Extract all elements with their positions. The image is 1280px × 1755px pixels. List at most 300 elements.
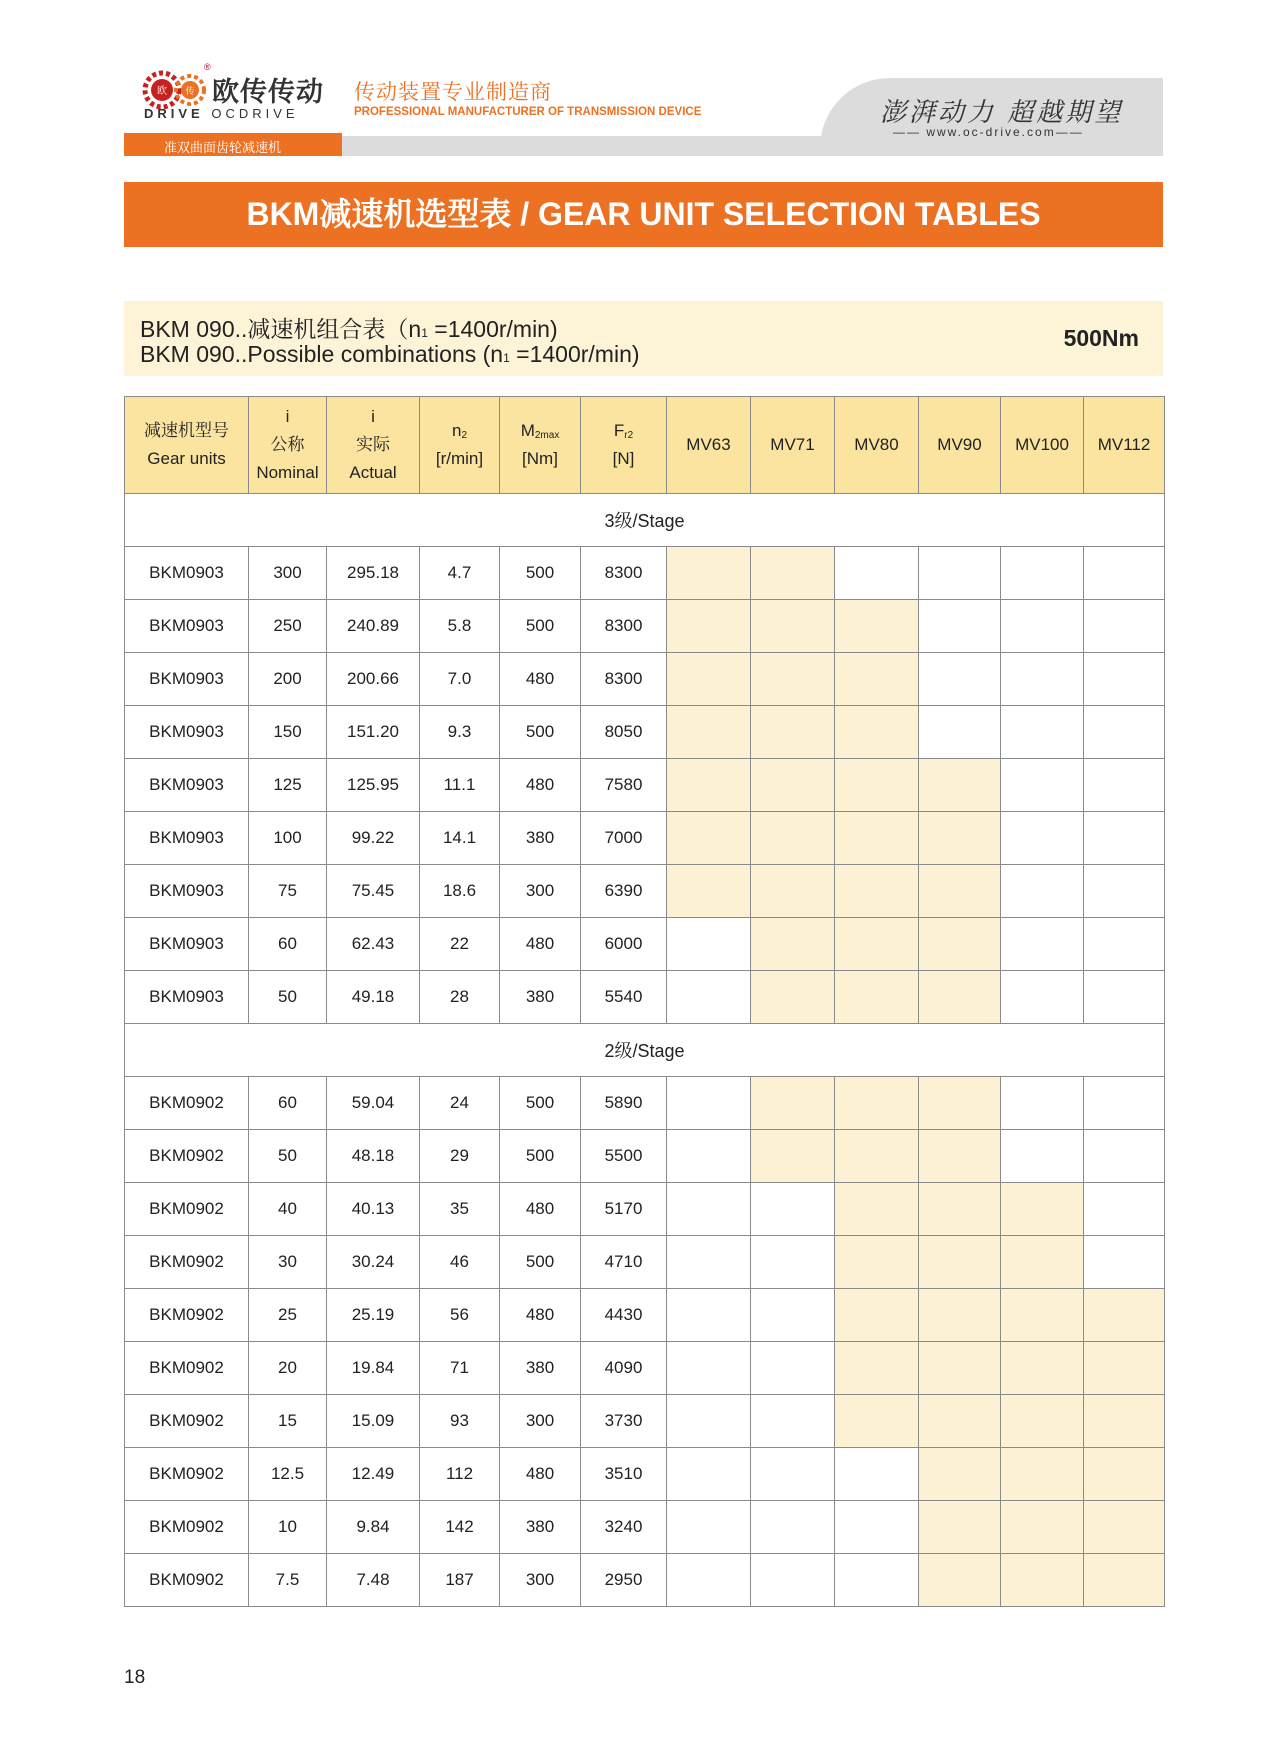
cell-motor-mv71 — [751, 759, 835, 812]
cell-motor-mv80 — [835, 759, 919, 812]
cell-model: BKM0903 — [125, 918, 249, 971]
cell-actual: 30.24 — [327, 1236, 420, 1289]
cell-motor-mv71 — [751, 600, 835, 653]
subtitle-en-sub: 1 — [503, 351, 510, 365]
cell-nominal: 15 — [249, 1395, 327, 1448]
subtitle-en-b: =1400r/min) — [509, 341, 640, 367]
logo-en-bold: DRIVE — [144, 106, 204, 121]
cell-motor-mv90 — [919, 547, 1001, 600]
cell-model: BKM0903 — [125, 600, 249, 653]
logo-en-light: OCDRIVE — [211, 106, 299, 121]
cell-m2: 480 — [500, 653, 581, 706]
cell-model: BKM0903 — [125, 706, 249, 759]
cell-motor-mv100 — [1001, 1130, 1084, 1183]
col-gear-cn: 减速机型号 — [144, 421, 229, 440]
cell-actual: 151.20 — [327, 706, 420, 759]
cell-motor-mv112 — [1084, 1501, 1165, 1554]
cell-motor-mv112 — [1084, 759, 1165, 812]
cell-m2: 500 — [500, 706, 581, 759]
cell-fr2: 4710 — [581, 1236, 667, 1289]
cell-motor-mv63 — [667, 812, 751, 865]
col-mv100: MV100 — [1001, 397, 1084, 494]
cell-motor-mv112 — [1084, 812, 1165, 865]
registered-mark: ® — [204, 62, 211, 72]
cell-motor-mv100 — [1001, 706, 1084, 759]
table-row — [125, 600, 1165, 653]
cell-fr2: 3240 — [581, 1501, 667, 1554]
cell-model: BKM0902 — [125, 1077, 249, 1130]
cell-nominal: 200 — [249, 653, 327, 706]
cell-motor-mv80 — [835, 1395, 919, 1448]
col-nominal-i: i — [285, 407, 290, 426]
cell-n2: 7.0 — [420, 653, 500, 706]
cell-model: BKM0902 — [125, 1183, 249, 1236]
cell-fr2: 7580 — [581, 759, 667, 812]
cell-motor-mv112 — [1084, 1183, 1165, 1236]
cell-motor-mv63 — [667, 1342, 751, 1395]
cell-motor-mv112 — [1084, 971, 1165, 1024]
cell-motor-mv80 — [835, 600, 919, 653]
cell-actual: 25.19 — [327, 1289, 420, 1342]
cell-motor-mv80 — [835, 706, 919, 759]
subtitle-cn-b: =1400r/min) — [427, 316, 558, 342]
col-m-sub: 2max — [534, 430, 560, 441]
cell-actual: 240.89 — [327, 600, 420, 653]
cell-motor-mv100 — [1001, 1236, 1084, 1289]
cell-actual: 48.18 — [327, 1130, 420, 1183]
cell-motor-mv71 — [751, 1236, 835, 1289]
cell-nominal: 10 — [249, 1501, 327, 1554]
cell-n2: 71 — [420, 1342, 500, 1395]
cell-motor-mv63 — [667, 706, 751, 759]
cell-m2: 380 — [500, 1342, 581, 1395]
cell-motor-mv71 — [751, 1448, 835, 1501]
cell-motor-mv80 — [835, 1183, 919, 1236]
col-mv112: MV112 — [1084, 397, 1165, 494]
cell-motor-mv112 — [1084, 600, 1165, 653]
cell-m2: 480 — [500, 1448, 581, 1501]
cell-motor-mv71 — [751, 1183, 835, 1236]
cell-motor-mv112 — [1084, 1289, 1165, 1342]
cell-motor-mv63 — [667, 653, 751, 706]
cell-motor-mv90 — [919, 865, 1001, 918]
cell-motor-mv80 — [835, 1554, 919, 1607]
slogan: 澎湃动力 超越期望 — [880, 98, 1124, 128]
table-row — [125, 653, 1165, 706]
cell-motor-mv80 — [835, 865, 919, 918]
cell-m2: 300 — [500, 1395, 581, 1448]
cell-motor-mv71 — [751, 1501, 835, 1554]
cell-motor-mv71 — [751, 865, 835, 918]
cell-motor-mv90 — [919, 759, 1001, 812]
cell-nominal: 100 — [249, 812, 327, 865]
cell-motor-mv112 — [1084, 1554, 1165, 1607]
logo-badge-2: 传 — [185, 87, 195, 97]
table-row — [125, 865, 1165, 918]
cell-nominal: 75 — [249, 865, 327, 918]
cell-fr2: 3730 — [581, 1395, 667, 1448]
cell-m2: 380 — [500, 1501, 581, 1554]
col-mv80: MV80 — [835, 397, 919, 494]
col-f-sub: r2 — [624, 430, 634, 441]
cell-motor-mv112 — [1084, 1342, 1165, 1395]
cell-fr2: 5170 — [581, 1183, 667, 1236]
cell-motor-mv71 — [751, 1077, 835, 1130]
col-n2-unit: [r/min] — [435, 449, 484, 468]
cell-motor-mv100 — [1001, 971, 1084, 1024]
cell-actual: 62.43 — [327, 918, 420, 971]
col-f-unit: [N] — [612, 449, 635, 468]
cell-motor-mv112 — [1084, 1395, 1165, 1448]
cell-motor-mv90 — [919, 1342, 1001, 1395]
cell-motor-mv90 — [919, 653, 1001, 706]
col-n2-main: n — [451, 421, 462, 440]
cell-motor-mv80 — [835, 1289, 919, 1342]
cell-motor-mv80 — [835, 1077, 919, 1130]
cell-actual: 59.04 — [327, 1077, 420, 1130]
cell-nominal: 50 — [249, 1130, 327, 1183]
cell-motor-mv80 — [835, 653, 919, 706]
table-body — [125, 494, 1165, 1607]
logo-badge-1: 欧 — [157, 86, 167, 97]
cell-model: BKM0902 — [125, 1289, 249, 1342]
category-bar — [124, 133, 342, 156]
cell-n2: 4.7 — [420, 547, 500, 600]
col-actual-en: Actual — [349, 463, 397, 482]
cell-motor-mv112 — [1084, 918, 1165, 971]
cell-motor-mv90 — [919, 918, 1001, 971]
cell-n2: 28 — [420, 971, 500, 1024]
cell-fr2: 4090 — [581, 1342, 667, 1395]
cell-motor-mv100 — [1001, 1554, 1084, 1607]
cell-nominal: 40 — [249, 1183, 327, 1236]
cell-motor-mv71 — [751, 918, 835, 971]
cell-fr2: 5540 — [581, 971, 667, 1024]
col-actual-cn: 实际 — [356, 435, 390, 454]
cell-motor-mv63 — [667, 759, 751, 812]
cell-n2: 142 — [420, 1501, 500, 1554]
cell-fr2: 6390 — [581, 865, 667, 918]
col-mv63: MV63 — [667, 397, 751, 494]
cell-motor-mv112 — [1084, 1077, 1165, 1130]
table-row — [125, 1236, 1165, 1289]
cell-m2: 300 — [500, 1554, 581, 1607]
cell-model: BKM0902 — [125, 1236, 249, 1289]
cell-m2: 500 — [500, 1236, 581, 1289]
cell-model: BKM0903 — [125, 653, 249, 706]
col-nominal-en: Nominal — [256, 463, 319, 482]
stage-row — [125, 1024, 1165, 1077]
cell-nominal: 30 — [249, 1236, 327, 1289]
table-row — [125, 971, 1165, 1024]
page-title-banner: BKM减速机选型表 / GEAR UNIT SELECTION TABLES — [124, 182, 1163, 247]
cell-motor-mv100 — [1001, 653, 1084, 706]
cell-actual: 295.18 — [327, 547, 420, 600]
cell-motor-mv80 — [835, 812, 919, 865]
cell-motor-mv90 — [919, 971, 1001, 1024]
cell-fr2: 3510 — [581, 1448, 667, 1501]
cell-n2: 5.8 — [420, 600, 500, 653]
stage-row — [125, 494, 1165, 547]
cell-m2: 480 — [500, 1183, 581, 1236]
tagline-en: PROFESSIONAL MANUFACTURER OF TRANSMISSION DEVICE — [354, 106, 702, 118]
col-n2 — [420, 397, 500, 494]
cell-n2: 14.1 — [420, 812, 500, 865]
cell-motor-mv63 — [667, 918, 751, 971]
cell-m2: 480 — [500, 918, 581, 971]
cell-model: BKM0902 — [125, 1395, 249, 1448]
cell-motor-mv90 — [919, 812, 1001, 865]
cell-model: BKM0903 — [125, 971, 249, 1024]
cell-motor-mv71 — [751, 1289, 835, 1342]
col-gear-en: Gear units — [147, 449, 226, 468]
table-row — [125, 1130, 1165, 1183]
cell-motor-mv100 — [1001, 1501, 1084, 1554]
cell-motor-mv90 — [919, 1130, 1001, 1183]
cell-motor-mv90 — [919, 1077, 1001, 1130]
cell-nominal: 25 — [249, 1289, 327, 1342]
col-gear-units — [125, 397, 249, 494]
cell-motor-mv90 — [919, 1501, 1001, 1554]
cell-fr2: 8300 — [581, 547, 667, 600]
cell-fr2: 8300 — [581, 653, 667, 706]
cell-nominal: 20 — [249, 1342, 327, 1395]
col-m-main: M — [520, 421, 535, 440]
cell-nominal: 12.5 — [249, 1448, 327, 1501]
cell-actual: 99.22 — [327, 812, 420, 865]
cell-n2: 46 — [420, 1236, 500, 1289]
cell-motor-mv80 — [835, 1236, 919, 1289]
table-row — [125, 918, 1165, 971]
cell-model: BKM0902 — [125, 1448, 249, 1501]
cell-actual: 7.48 — [327, 1554, 420, 1607]
cell-motor-mv112 — [1084, 547, 1165, 600]
col-fr2 — [581, 397, 667, 494]
col-m-unit: [Nm] — [522, 449, 558, 468]
website: —— www.oc-drive.com—— — [893, 125, 1084, 139]
cell-motor-mv63 — [667, 1289, 751, 1342]
cell-model: BKM0902 — [125, 1130, 249, 1183]
cell-n2: 22 — [420, 918, 500, 971]
cell-m2: 500 — [500, 1077, 581, 1130]
cell-fr2: 5500 — [581, 1130, 667, 1183]
cell-actual: 75.45 — [327, 865, 420, 918]
cell-m2: 500 — [500, 600, 581, 653]
cell-fr2: 4430 — [581, 1289, 667, 1342]
cell-n2: 24 — [420, 1077, 500, 1130]
cell-motor-mv112 — [1084, 865, 1165, 918]
cell-motor-mv80 — [835, 547, 919, 600]
subtitle-box — [124, 301, 1163, 376]
selection-table — [124, 396, 1165, 1607]
table-row — [125, 1077, 1165, 1130]
cell-motor-mv63 — [667, 865, 751, 918]
cell-nominal: 150 — [249, 706, 327, 759]
cell-m2: 300 — [500, 865, 581, 918]
cell-m2: 380 — [500, 812, 581, 865]
cell-model: BKM0902 — [125, 1554, 249, 1607]
cell-fr2: 8050 — [581, 706, 667, 759]
table-row — [125, 706, 1165, 759]
cell-model: BKM0903 — [125, 865, 249, 918]
cell-motor-mv71 — [751, 1395, 835, 1448]
cell-model: BKM0902 — [125, 1342, 249, 1395]
cell-motor-mv80 — [835, 1448, 919, 1501]
cell-motor-mv80 — [835, 1342, 919, 1395]
cell-motor-mv100 — [1001, 865, 1084, 918]
cell-motor-mv71 — [751, 1554, 835, 1607]
subtitle-en — [140, 341, 640, 368]
col-actual-i: i — [371, 407, 375, 426]
table-row — [125, 812, 1165, 865]
cell-n2: 18.6 — [420, 865, 500, 918]
col-nominal — [249, 397, 327, 494]
cell-m2: 380 — [500, 971, 581, 1024]
cell-fr2: 7000 — [581, 812, 667, 865]
table-row — [125, 547, 1165, 600]
cell-motor-mv63 — [667, 1077, 751, 1130]
cell-motor-mv80 — [835, 1130, 919, 1183]
cell-motor-mv100 — [1001, 812, 1084, 865]
cell-motor-mv90 — [919, 1395, 1001, 1448]
col-mv90: MV90 — [919, 397, 1001, 494]
cell-actual: 40.13 — [327, 1183, 420, 1236]
cell-m2: 500 — [500, 547, 581, 600]
col-f-main: F — [613, 421, 625, 440]
cell-m2: 500 — [500, 1130, 581, 1183]
cell-motor-mv63 — [667, 971, 751, 1024]
subtitle-cn — [140, 311, 558, 344]
cell-motor-mv63 — [667, 1130, 751, 1183]
table-row — [125, 1183, 1165, 1236]
cell-n2: 35 — [420, 1183, 500, 1236]
cell-motor-mv100 — [1001, 1342, 1084, 1395]
cell-motor-mv80 — [835, 918, 919, 971]
cell-motor-mv71 — [751, 971, 835, 1024]
tagline-cn: 传动装置专业制造商 — [354, 81, 552, 104]
table-row — [125, 1289, 1165, 1342]
cell-motor-mv112 — [1084, 653, 1165, 706]
col-m2max — [500, 397, 581, 494]
table-row — [125, 1501, 1165, 1554]
cell-actual: 12.49 — [327, 1448, 420, 1501]
subtitle-en-a: BKM 090..Possible combinations (n — [140, 341, 504, 367]
cell-m2: 480 — [500, 1289, 581, 1342]
cell-motor-mv100 — [1001, 1077, 1084, 1130]
page-number: 18 — [124, 1667, 146, 1688]
cell-model: BKM0903 — [125, 812, 249, 865]
table-row — [125, 1554, 1165, 1607]
logo-text-cn: 欧传传动 — [212, 77, 324, 107]
cell-motor-mv63 — [667, 547, 751, 600]
cell-motor-mv90 — [919, 600, 1001, 653]
cell-motor-mv80 — [835, 971, 919, 1024]
cell-fr2: 6000 — [581, 918, 667, 971]
table-row — [125, 1342, 1165, 1395]
cell-fr2: 8300 — [581, 600, 667, 653]
cell-actual: 125.95 — [327, 759, 420, 812]
cell-nominal: 60 — [249, 918, 327, 971]
cell-model: BKM0903 — [125, 547, 249, 600]
logo-text-en — [144, 106, 299, 121]
cell-nominal: 300 — [249, 547, 327, 600]
cell-motor-mv63 — [667, 1448, 751, 1501]
table-row — [125, 759, 1165, 812]
cell-motor-mv63 — [667, 1395, 751, 1448]
subtitle-cn-a: BKM 090..减速机组合表（n — [140, 316, 422, 342]
cell-actual: 15.09 — [327, 1395, 420, 1448]
cell-motor-mv63 — [667, 1501, 751, 1554]
cell-motor-mv71 — [751, 1342, 835, 1395]
cell-n2: 56 — [420, 1289, 500, 1342]
col-nominal-cn: 公称 — [270, 435, 305, 454]
cell-fr2: 5890 — [581, 1077, 667, 1130]
stage-label: 3级/Stage — [125, 494, 1165, 547]
cell-n2: 9.3 — [420, 706, 500, 759]
cell-n2: 11.1 — [420, 759, 500, 812]
cell-nominal: 250 — [249, 600, 327, 653]
cell-motor-mv100 — [1001, 1289, 1084, 1342]
cell-model: BKM0902 — [125, 1501, 249, 1554]
subtitle-cn-sub: 1 — [421, 326, 428, 340]
cell-actual: 9.84 — [327, 1501, 420, 1554]
cell-motor-mv100 — [1001, 918, 1084, 971]
cell-n2: 187 — [420, 1554, 500, 1607]
cell-n2: 93 — [420, 1395, 500, 1448]
cell-motor-mv63 — [667, 1236, 751, 1289]
cell-n2: 112 — [420, 1448, 500, 1501]
col-mv71: MV71 — [751, 397, 835, 494]
cell-motor-mv63 — [667, 1554, 751, 1607]
cell-motor-mv100 — [1001, 600, 1084, 653]
table-header-row — [125, 397, 1165, 494]
header-gray-bar — [342, 136, 1163, 156]
category-label: 准双曲面齿轮减速机 — [164, 140, 282, 155]
cell-motor-mv90 — [919, 1183, 1001, 1236]
torque-rating: 500Nm — [1063, 325, 1139, 351]
cell-nominal: 60 — [249, 1077, 327, 1130]
cell-motor-mv71 — [751, 653, 835, 706]
cell-motor-mv63 — [667, 1183, 751, 1236]
cell-motor-mv112 — [1084, 706, 1165, 759]
cell-motor-mv71 — [751, 1130, 835, 1183]
cell-actual: 49.18 — [327, 971, 420, 1024]
cell-motor-mv90 — [919, 1554, 1001, 1607]
cell-motor-mv112 — [1084, 1448, 1165, 1501]
cell-motor-mv80 — [835, 1501, 919, 1554]
table-row — [125, 1448, 1165, 1501]
cell-motor-mv100 — [1001, 547, 1084, 600]
cell-motor-mv112 — [1084, 1236, 1165, 1289]
col-n2-sub: 2 — [461, 430, 468, 441]
cell-motor-mv112 — [1084, 1130, 1165, 1183]
table-row — [125, 1395, 1165, 1448]
cell-motor-mv100 — [1001, 1183, 1084, 1236]
cell-motor-mv71 — [751, 812, 835, 865]
cell-nominal: 50 — [249, 971, 327, 1024]
cell-motor-mv100 — [1001, 759, 1084, 812]
cell-n2: 29 — [420, 1130, 500, 1183]
cell-motor-mv90 — [919, 1236, 1001, 1289]
cell-motor-mv90 — [919, 706, 1001, 759]
cell-motor-mv100 — [1001, 1448, 1084, 1501]
cell-nominal: 7.5 — [249, 1554, 327, 1607]
cell-nominal: 125 — [249, 759, 327, 812]
cell-motor-mv71 — [751, 706, 835, 759]
cell-motor-mv100 — [1001, 1395, 1084, 1448]
cell-actual: 19.84 — [327, 1342, 420, 1395]
col-actual — [327, 397, 420, 494]
